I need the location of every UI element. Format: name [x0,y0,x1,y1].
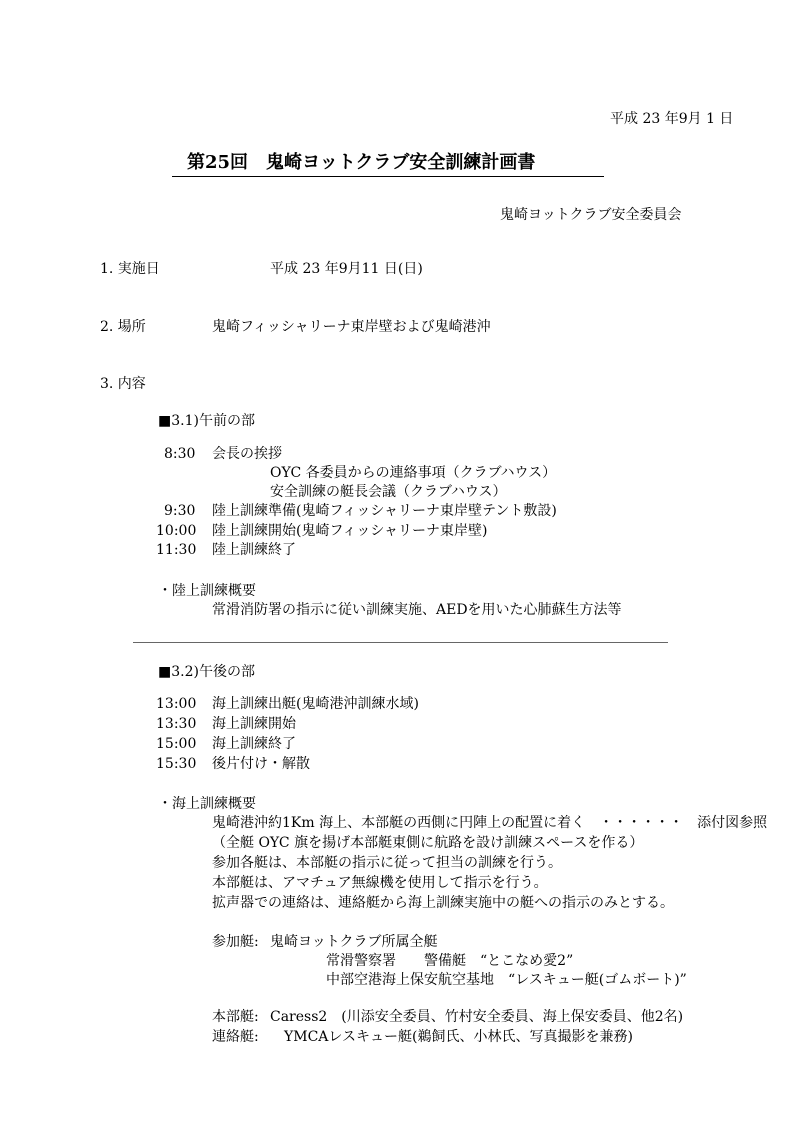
participants-label: 参加艇: [212,934,259,950]
schedule-time: 15:30 [156,756,197,772]
participant-item: 常滑警察署 警備艇 “とこなめ愛2” [326,953,574,969]
morning-overview-text: 常滑消防署の指示に従い訓練実施、AEDを用いた心肺蘇生方法等 [212,602,622,618]
liaison-boat-label: 連絡艇: [212,1029,259,1045]
section-3-label: 3. 内容 [100,376,146,392]
morning-overview-label: ・陸上訓練概要 [158,583,256,599]
participant-item: 鬼崎ヨットクラブ所属全艇 [270,934,438,950]
morning-heading: ■3.1)午前の部 [158,413,255,429]
liaison-boat-value: YMCAレスキュー艇(鵜飼氏、小林氏、写真撮影を兼務) [284,1029,633,1045]
participant-item: 中部空港海上保安航空基地 “レスキュー艇(ゴムボート)” [326,972,687,988]
schedule-time: 10:00 [156,523,197,539]
schedule-item: 安全訓練の艇長会議（クラブハウス） [270,484,507,500]
overview-line: 拡声器での連絡は、連絡艇から海上訓練実施中の艇への指示のみとする。 [212,895,674,911]
afternoon-heading: ■3.2)午後の部 [158,664,255,680]
section-2-value: 鬼崎フィッシャリーナ東岸壁および鬼崎港沖 [212,319,491,335]
schedule-item: 後片付け・解散 [212,756,310,772]
section-1-value: 平成 23 年9月11 日(日) [270,261,423,277]
schedule-time: 11:30 [156,542,197,558]
hq-boat-label: 本部艇: [212,1009,259,1025]
overview-line: （全艇 OYC 旗を揚げ本部艇東側に航路を設け訓練スペースを作る） [212,835,644,851]
schedule-item: 陸上訓練終了 [212,542,296,558]
schedule-time: 15:00 [156,736,197,752]
overview-line: 鬼崎港沖約1Km 海上、本部艇の西側に円陣上の配置に着く ・・・・・・ 添付図参照 [212,815,768,831]
hq-boat-value: Caress2 (川添安全委員、竹村安全委員、海上保安委員、他2名) [270,1009,684,1025]
schedule-item: 陸上訓練開始(鬼崎フィッシャリーナ東岸壁) [212,523,488,539]
schedule-item: OYC 各委員からの連絡事項（クラブハウス） [270,465,557,481]
document-title: 第25回 鬼崎ヨットクラブ安全訓練計画書 [187,152,536,173]
schedule-time: 13:00 [156,696,197,712]
organizer: 鬼崎ヨットクラブ安全委員会 [500,207,682,223]
schedule-time: 9:30 [164,503,196,519]
title-underline [172,176,604,177]
afternoon-overview-label: ・海上訓練概要 [158,796,256,812]
schedule-item: 会長の挨拶 [212,446,282,462]
schedule-time: 13:30 [156,716,197,732]
document-date: 平成 23 年9月 1 日 [610,111,734,127]
overview-line: 参加各艇は、本部艇の指示に従って担当の訓練を行う。 [212,855,562,871]
section-2-label: 2. 場所 [100,319,146,335]
schedule-item: 海上訓練終了 [212,736,296,752]
overview-line: 本部艇は、アマチュア無線機を使用して指示を行う。 [212,875,548,891]
schedule-item: 陸上訓練準備(鬼崎フィッシャリーナ東岸壁テント敷設) [212,503,557,519]
schedule-item: 海上訓練出艇(鬼崎港沖訓練水域) [212,696,419,712]
schedule-item: 海上訓練開始 [212,716,296,732]
schedule-time: 8:30 [164,446,196,462]
section-divider [133,642,668,643]
section-1-label: 1. 実施日 [100,261,160,277]
